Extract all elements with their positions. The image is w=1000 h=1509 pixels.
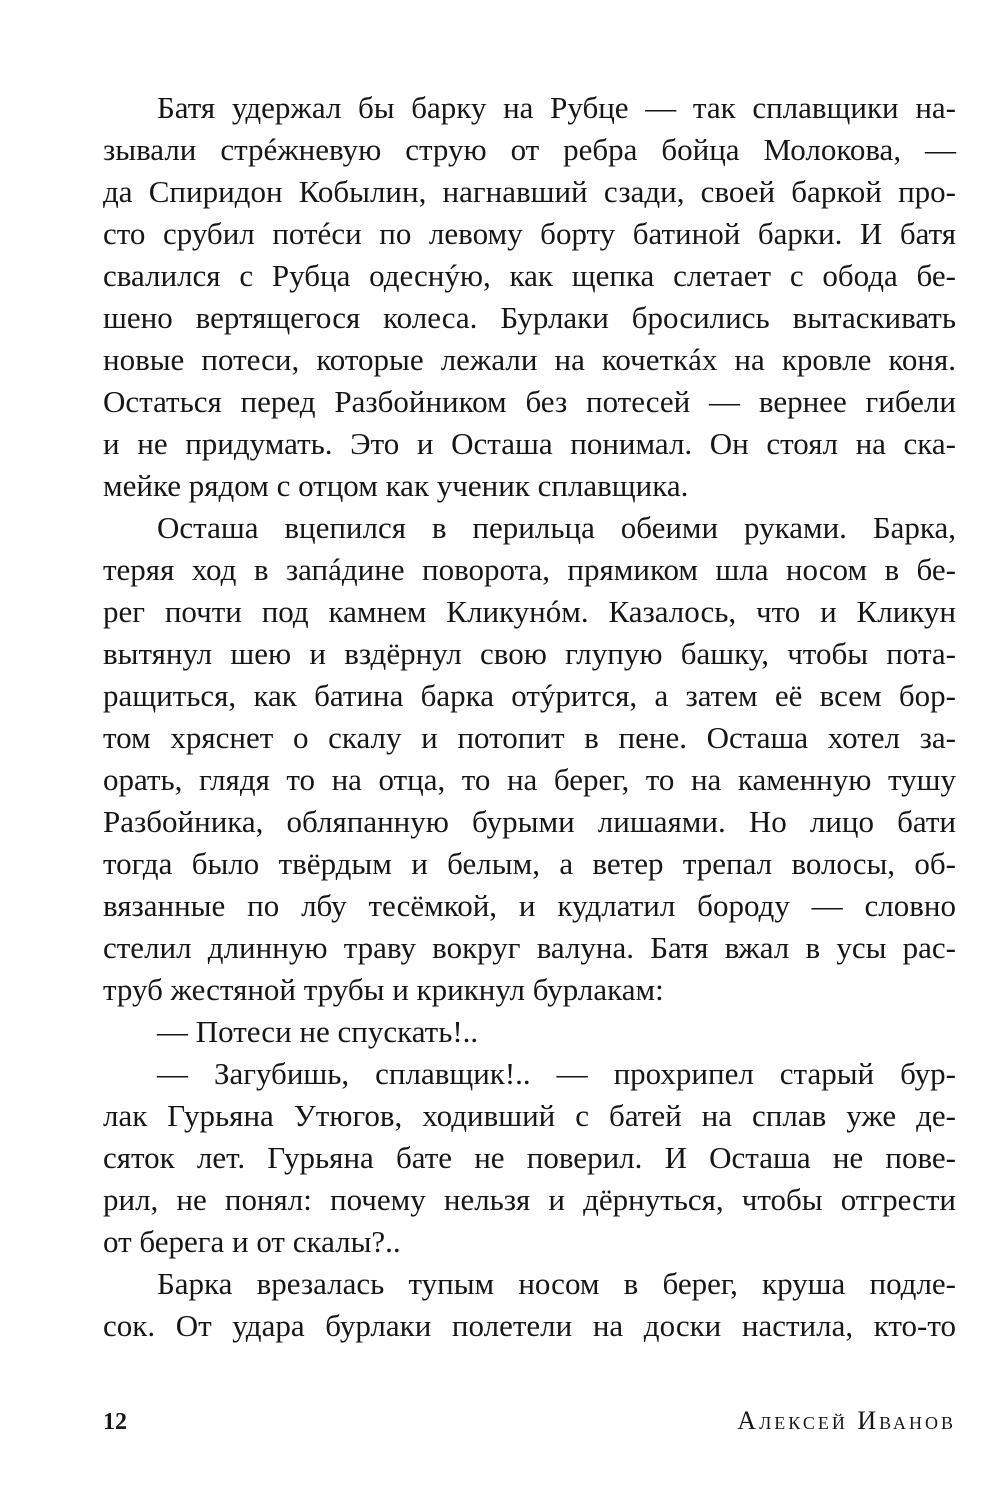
text-line: зывали стрéжневую струю от ребра бойца Молокова, — [103,132,956,167]
text-line: Осташа вцепился в перильца обеими руками. Барка, [157,510,956,545]
text-line: вытянул шею и вздёрнул свою глупую башку, чтобы пота- [103,636,956,671]
text-line: вязанные по лбу тесёмкой, и кудлатил бороду — словно [103,888,956,923]
text-line: и не придумать. Это и Осташа понимал. Он стоял на ска- [103,426,956,461]
text-line: труб жестяной трубы и крикнул бурлакам: [103,972,664,1007]
text-line: сто срубил потéси по левому борту батиной барки. И батя [103,216,956,251]
text-line: том хряснет о скалу и потопит в пене. Осташа хотел за- [103,720,956,755]
text-line: Остаться перед Разбойником без потесей — вернее гибели [103,384,956,419]
running-footer-author: Алексей Иванов [737,1406,956,1435]
text-line: теряя ход в запáдине поворота, прямиком шла носом в бе- [103,552,956,587]
text-line: от берега и от скалы?.. [103,1224,401,1259]
text-line: лак Гурьяна Утюгов, ходивший с батей на сплав уже де- [103,1098,956,1133]
text-line: Барка врезалась тупым носом в берег, круша подле- [157,1266,956,1301]
text-line: орать, глядя то на отца, то на берег, то на каменную тушу [103,762,956,797]
text-line: тогда было твёрдым и белым, а ветер трепал волосы, об- [103,846,956,881]
text-line: новые потеси, которые лежали на кочеткáх на кровле коня. [103,342,956,377]
text-line: Батя удержал бы барку на Рубце — так сплавщики на- [157,90,956,125]
text-line: — Потеси не спускать!.. [157,1014,479,1049]
text-line: сяток лет. Гурьяна бате не поверил. И Осташа не пове- [103,1140,956,1175]
text-line: стелил длинную траву вокруг валуна. Батя вжал в усы рас- [103,930,956,965]
text-line: сок. От удара бурлаки полетели на доски настила, кто-то [103,1308,956,1343]
text-line: ращиться, как батина барка отýрится, а затем её всем бор- [103,678,956,713]
text-line: рег почти под камнем Кликунóм. Казалось, что и Кликун [103,594,956,629]
text-line: рил, не понял: почему нельзя и дёрнуться, чтобы отгрести [103,1182,956,1217]
text-line: мейке рядом с отцом как ученик сплавщика. [103,468,689,503]
page-number: 12 [103,1409,127,1435]
text-line: — Загубишь, сплавщик!.. — прохрипел старый бур- [157,1056,956,1091]
text-line: шено вертящегося колеса. Бурлаки бросились вытаскивать [103,300,956,335]
text-line: Разбойника, обляпанную бурыми лишаями. Но лицо бати [103,804,956,839]
text-line: свалился с Рубца одеснýю, как щепка слетает с обода бе- [103,258,956,293]
text-line: да Спиридон Кобылин, нагнавший сзади, своей баркой про- [103,174,956,209]
